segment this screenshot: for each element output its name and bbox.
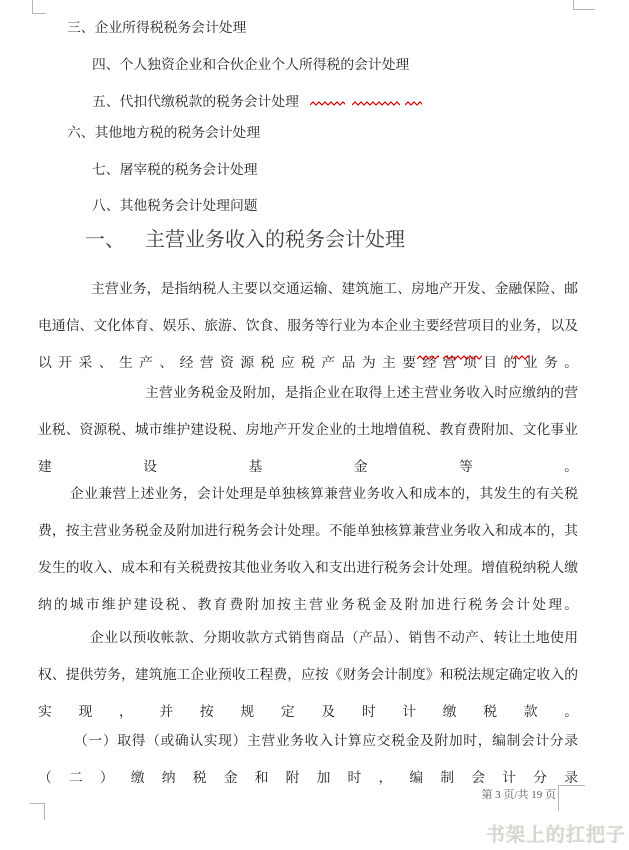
outline-item-6: 六、其他地方税的税务会计处理 bbox=[67, 125, 261, 140]
section-heading bbox=[85, 227, 405, 253]
paragraph-main-business-definition: 主营业务，是指纳税人主要以交通运输、建筑施工、房地产开发、金融保险、邮电通信、文化体育、娱乐、旅游、饮食、服务等行业为本企业主要经营项目的业务，以及以开采、生产、经营资源税应税产品为主要经营项目的业务。 bbox=[38, 281, 578, 370]
spellcheck-squiggle bbox=[352, 101, 400, 107]
paragraph-concurrent-business: 企业兼营上述业务，会计处理是单独核算兼营业务收入和成本的，其发生的有关税费，按主营业务税金及附加进行税务会计处理。不能单独核算兼营业务收入和成本的，其发生的收入、成本和有关税费按其他业务收入和支出进行税务会计处理。增值税纳税人缴纳的城市维护建设税、教育费附加按主营业务税金及附加进行税务会计处理。 bbox=[38, 486, 578, 612]
outline-item-8: 八、其他税务会计处理问题 bbox=[92, 198, 258, 213]
spellcheck-squiggle bbox=[405, 101, 422, 107]
outline-item-4: 四、个人独资企业和合伙企业个人所得税的会计处理 bbox=[92, 57, 410, 72]
page-number-indicator: 第 3 页/共 19 页 bbox=[481, 789, 556, 801]
outline-item-3: 三、企业所得税税务会计处理 bbox=[67, 20, 247, 35]
section-heading-title: 主营业务收入的税务会计处理 bbox=[145, 229, 405, 251]
text-boundary-corner-top-right bbox=[573, 0, 595, 10]
text-boundary-corner-top-left bbox=[32, 0, 46, 14]
spellcheck-squiggle bbox=[443, 355, 482, 361]
outline-item-5: 五、代扣代缴税款的税务会计处理 bbox=[92, 94, 299, 109]
outline-item-7: 七、屠宰税的税务会计处理 bbox=[92, 162, 258, 177]
paragraph-taxes-and-surcharges: 主营业务税金及附加，是指企业在取得上述主营业务收入时应缴纳的营业税、资源税、城市维护建设税、房地产开发企业的土地增值税、教育费附加、文化事业建设基金等。 bbox=[38, 385, 578, 474]
spellcheck-squiggle bbox=[417, 355, 439, 361]
spellcheck-squiggle bbox=[310, 101, 345, 107]
watermark-text: 书架上的扛把子 bbox=[485, 825, 626, 846]
section-heading-number: 一、 bbox=[85, 229, 125, 251]
spellcheck-squiggle bbox=[513, 355, 529, 361]
paragraph-advance-receipts: 企业以预收帐款、分期收款方式销售商品（产品）、销售不动产、转让土地使用权、提供劳务，建筑施工企业预收工程费，应按《财务会计制度》和税法规定确定收入的实现，并按规定及时计缴税款。 bbox=[38, 630, 578, 719]
paragraph-accounting-entries: （一）取得（或确认实现）主营业务收入计算应交税金及附加时，编制会计分录 （二）缴纳税金和附加时，编制会计分录 bbox=[38, 733, 592, 785]
